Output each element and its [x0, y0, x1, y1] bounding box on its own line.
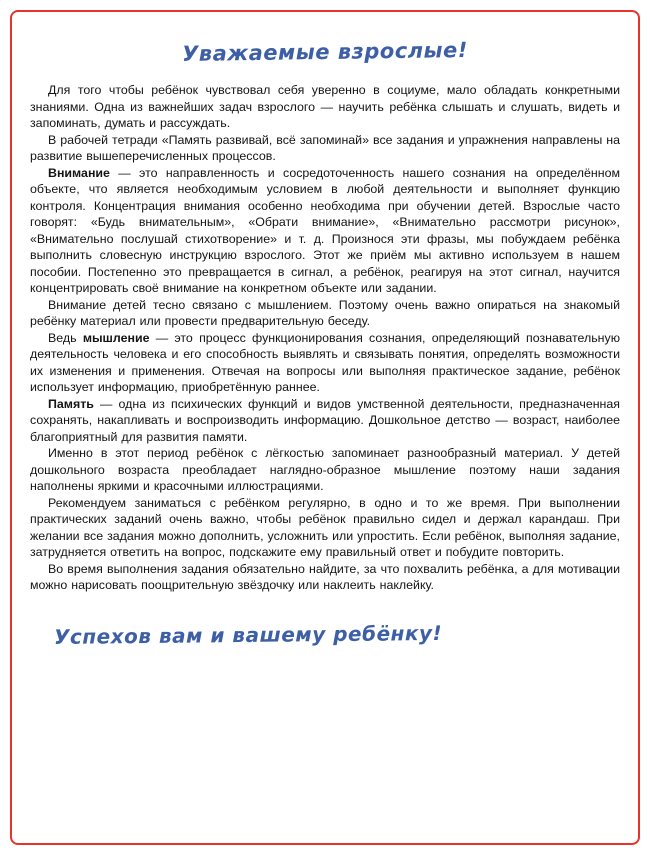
paragraph: [30, 132, 620, 165]
text-segment: Внимание: [48, 165, 110, 180]
paragraph: [30, 561, 620, 594]
paragraph: [30, 396, 620, 446]
text-segment: Именно в этот период ребёнок с лёгкостью запоминает разнообразный материал. У детей дошкольного возраста преобладает наглядно-образное мышление поэтому наши задания наполнены яркими и красочными иллюстрациями.: [30, 446, 620, 493]
text-segment: — это процесс функционирования сознания, определяющий познавательную деятельность человека и его способность выявлять и связывать понятия, определять возможности их изменения и применения. Отвечая на вопросы или выполняя практическое задание, ребёнок использует информацию, приобретённую раннее.: [30, 330, 620, 394]
page-content: [30, 38, 620, 649]
closing-wish: Успехов вам и вашему ребёнку!: [53, 620, 443, 649]
paragraphs: [30, 82, 620, 594]
text-segment: Память: [48, 396, 94, 411]
page-title: Уважаемые взрослые!: [181, 38, 469, 66]
paragraph: [30, 82, 620, 132]
text-segment: — одна из психических функций и видов умственной деятельности, предназначенная сохранять, накапливать и воспроизводить информацию. Дошкольное детство — возраст, наиболее благоприятный для развития памяти.: [30, 396, 620, 444]
paragraph: [30, 495, 620, 561]
paragraph: [30, 330, 620, 396]
text-segment: В рабочей тетради «Память развивай, всё запоминай» все задания и упражнения направлены на развитие вышеперечисленных процессов.: [30, 132, 620, 163]
text-segment: мышление: [82, 330, 150, 345]
text-segment: Внимание детей тесно связано с мышлением. Поэтому очень важно опираться на знакомый ребёнку материал или провести предварительную беседу.: [30, 297, 620, 328]
paragraph: [30, 297, 620, 330]
paragraph: [30, 165, 620, 297]
text-segment: Во время выполнения задания обязательно найдите, за что похвалить ребёнка, а для мотивации можно нарисовать поощрительную звёздочку или наклеить наклейку.: [30, 561, 620, 592]
text-segment: Рекомендуем заниматься с ребёнком регулярно, в одно и то же время. При выполнении практических заданий очень важно, чтобы ребёнок правильно сидел и держал карандаш. При желании все задания можно дополнить, усложнить или упростить. Если ребёнок, выполняя задание, затрудняется ответить на вопрос, подскажите ему правильный ответ и побудите повторить.: [30, 495, 620, 559]
paragraph: [30, 445, 620, 495]
text-segment: — это направленность и сосредоточенность нашего сознания на определённом объекте, что является необходимым условием в любой деятельности и выполняет функцию контроля. Концентрация внимания особенно необходима при обучении детей. Взрослые часто говорят: «Будь внимательным», «Обрати внимание», «Внимательно рассмотри рисунок», «Внимательно послушай стихотворение» и т. д. Произнося эти фразы, мы побуждаем ребёнка выполнить словесную инструкцию взрослого. Этот же приём мы активно используем в нашем пособии. Постепенно это превращается в сигнал, а ребёнок, реагируя на этот сигнал, научится концентрировать своё внимание на конкретном объекте или задании.: [30, 165, 620, 295]
text-segment: Для того чтобы ребёнок чувствовал себя уверенно в социуме, мало обладать конкретными знаниями. Одна из важнейших задач взрослого — научить ребёнка слышать и слушать, видеть и запоминать, думать и рассуждать.: [30, 83, 620, 130]
text-segment: Ведь: [48, 330, 83, 345]
